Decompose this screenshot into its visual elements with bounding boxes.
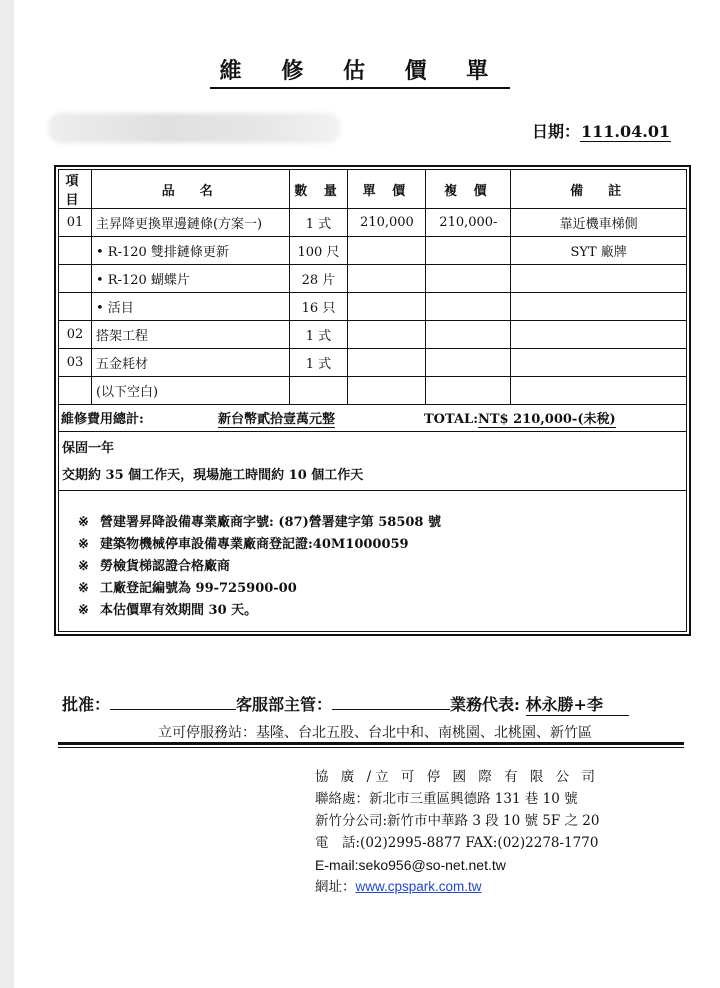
cell-note [511, 349, 687, 377]
cell-no: 01 [59, 209, 92, 237]
cell-name: (以下空白) [91, 377, 289, 405]
total-amount [424, 408, 616, 427]
note-text: 建築物機械停車設備專業廠商登記證:40M1000059 [100, 537, 409, 552]
cell-unit-price: 210,000 [348, 209, 426, 237]
note-text: 勞檢貨梯認證合格廠商 [100, 559, 231, 574]
service-stations: 立可停服務站：基隆、台北五股、台北中和、南桃園、北桃園、新竹區 [158, 725, 592, 741]
date-field [532, 119, 671, 142]
cell-unit-price [348, 293, 426, 321]
cell-unit-price [348, 349, 426, 377]
cell-qty: 28 片 [289, 265, 348, 293]
list-item [78, 534, 441, 556]
reference-mark-icon: ※ [78, 581, 89, 596]
items-table [58, 169, 687, 405]
supervisor-signature-line [332, 695, 450, 710]
supervisor-label: 客服部主管： [236, 695, 333, 714]
cell-qty: 1 式 [289, 209, 348, 237]
note-text: 營建署昇降設備專業廠商字號: (87)營署建字第 58508 號 [100, 515, 441, 530]
cell-name: • R-120 蝴蝶片 [91, 265, 289, 293]
cell-note: SYT 廠牌 [511, 237, 687, 265]
cell-name: 搭架工程 [91, 321, 289, 349]
cell-total-price: 210,000- [426, 209, 511, 237]
col-header-note: 備 註 [511, 170, 687, 209]
col-header-unit-price: 單 價 [348, 170, 426, 209]
document-title: 維 修 估 價 單 [0, 54, 720, 85]
company-phone: 電 話:(02)2995-8877 FAX:(02)2278-1770 [315, 835, 599, 851]
sales-rep-label: 業務代表: [450, 695, 520, 714]
footer-thick-rule [58, 742, 684, 745]
cell-total-price [426, 377, 511, 405]
notes-list [78, 512, 441, 622]
delivery-period-text: 交期約 35 個工作天，現場施工時間約 10 個工作天 [62, 468, 364, 483]
reference-mark-icon: ※ [78, 515, 89, 530]
cell-name: • R-120 雙排鏈條更新 [91, 237, 289, 265]
table-row [59, 209, 687, 237]
cell-qty: 1 式 [289, 349, 348, 377]
cell-no: 02 [59, 321, 92, 349]
cell-total-price [426, 321, 511, 349]
col-header-name: 品 名 [91, 170, 289, 209]
cell-no [59, 237, 92, 265]
cell-total-price [426, 237, 511, 265]
company-branch: 新竹分公司:新竹市中華路 3 段 10 號 5F 之 20 [315, 813, 600, 829]
page-edge-shadow [0, 0, 14, 988]
cell-total-price [426, 265, 511, 293]
table-row [59, 349, 687, 377]
website-link[interactable]: www.cpspark.com.tw [355, 879, 482, 894]
table-row [59, 293, 687, 321]
cell-no [59, 293, 92, 321]
note-text: 本估價單有效期間 30 天。 [100, 603, 258, 618]
total-value: NT$ 210,000-(未稅) [478, 412, 616, 427]
cell-qty: 1 式 [289, 321, 348, 349]
section-divider [58, 490, 687, 491]
cell-unit-price [348, 265, 426, 293]
website-label: 網址： [315, 879, 356, 895]
table-row [59, 377, 687, 405]
redacted-customer-name [48, 113, 340, 143]
cell-note [511, 377, 687, 405]
sales-rep-value: 林永勝+李 [526, 692, 629, 716]
col-header-no: 項目 [59, 170, 92, 209]
warranty-text: 保固一年 [62, 441, 115, 456]
company-info [315, 766, 600, 898]
reference-mark-icon: ※ [78, 537, 89, 552]
cell-name: 五金耗材 [91, 349, 289, 377]
date-label: 日期： [532, 122, 581, 141]
cell-total-price [426, 293, 511, 321]
total-amount-words: 新台幣貳拾壹萬元整 [218, 408, 335, 428]
cell-qty [289, 377, 348, 405]
table-row [59, 237, 687, 265]
total-row [58, 402, 687, 432]
cell-no [59, 265, 92, 293]
date-value: 111.04.01 [581, 122, 671, 141]
cell-note [511, 321, 687, 349]
cell-name: 主昇降更換單邊鏈條(方案一) [91, 209, 289, 237]
cell-qty: 100 尺 [289, 237, 348, 265]
approve-label: 批准： [62, 695, 111, 714]
cell-unit-price [348, 377, 426, 405]
table-row [59, 321, 687, 349]
list-item [78, 578, 441, 600]
cell-qty: 16 只 [289, 293, 348, 321]
cell-no: 03 [59, 349, 92, 377]
approve-signature-line [110, 695, 236, 710]
signature-row [62, 692, 682, 716]
company-name: 協 廣 /立 可 停 國 際 有 限 公 司 [315, 769, 599, 785]
col-header-qty: 數 量 [289, 170, 348, 209]
cell-unit-price [348, 237, 426, 265]
table-header-row [59, 170, 687, 209]
list-item [78, 600, 441, 622]
total-label: 維修費用總計: [61, 412, 144, 427]
table-row [59, 265, 687, 293]
list-item [78, 512, 441, 534]
company-email: E-mail:seko956@so-net.net.tw [315, 857, 506, 873]
cell-note [511, 293, 687, 321]
reference-mark-icon: ※ [78, 559, 89, 574]
reference-mark-icon: ※ [78, 603, 89, 618]
cell-total-price [426, 349, 511, 377]
cell-no [59, 377, 92, 405]
cell-note: 靠近機車梯側 [511, 209, 687, 237]
col-header-total-price: 複 價 [426, 170, 511, 209]
company-address: 聯絡處：新北市三重區興德路 131 巷 10 號 [315, 791, 578, 807]
cell-note [511, 265, 687, 293]
cell-name: • 活目 [91, 293, 289, 321]
company-website [315, 876, 600, 898]
note-text: 工廠登記編號為 99-725900-00 [100, 581, 297, 596]
total-prefix: TOTAL: [424, 412, 478, 427]
list-item [78, 556, 441, 578]
cell-unit-price [348, 321, 426, 349]
footer-thin-rule [58, 747, 684, 748]
